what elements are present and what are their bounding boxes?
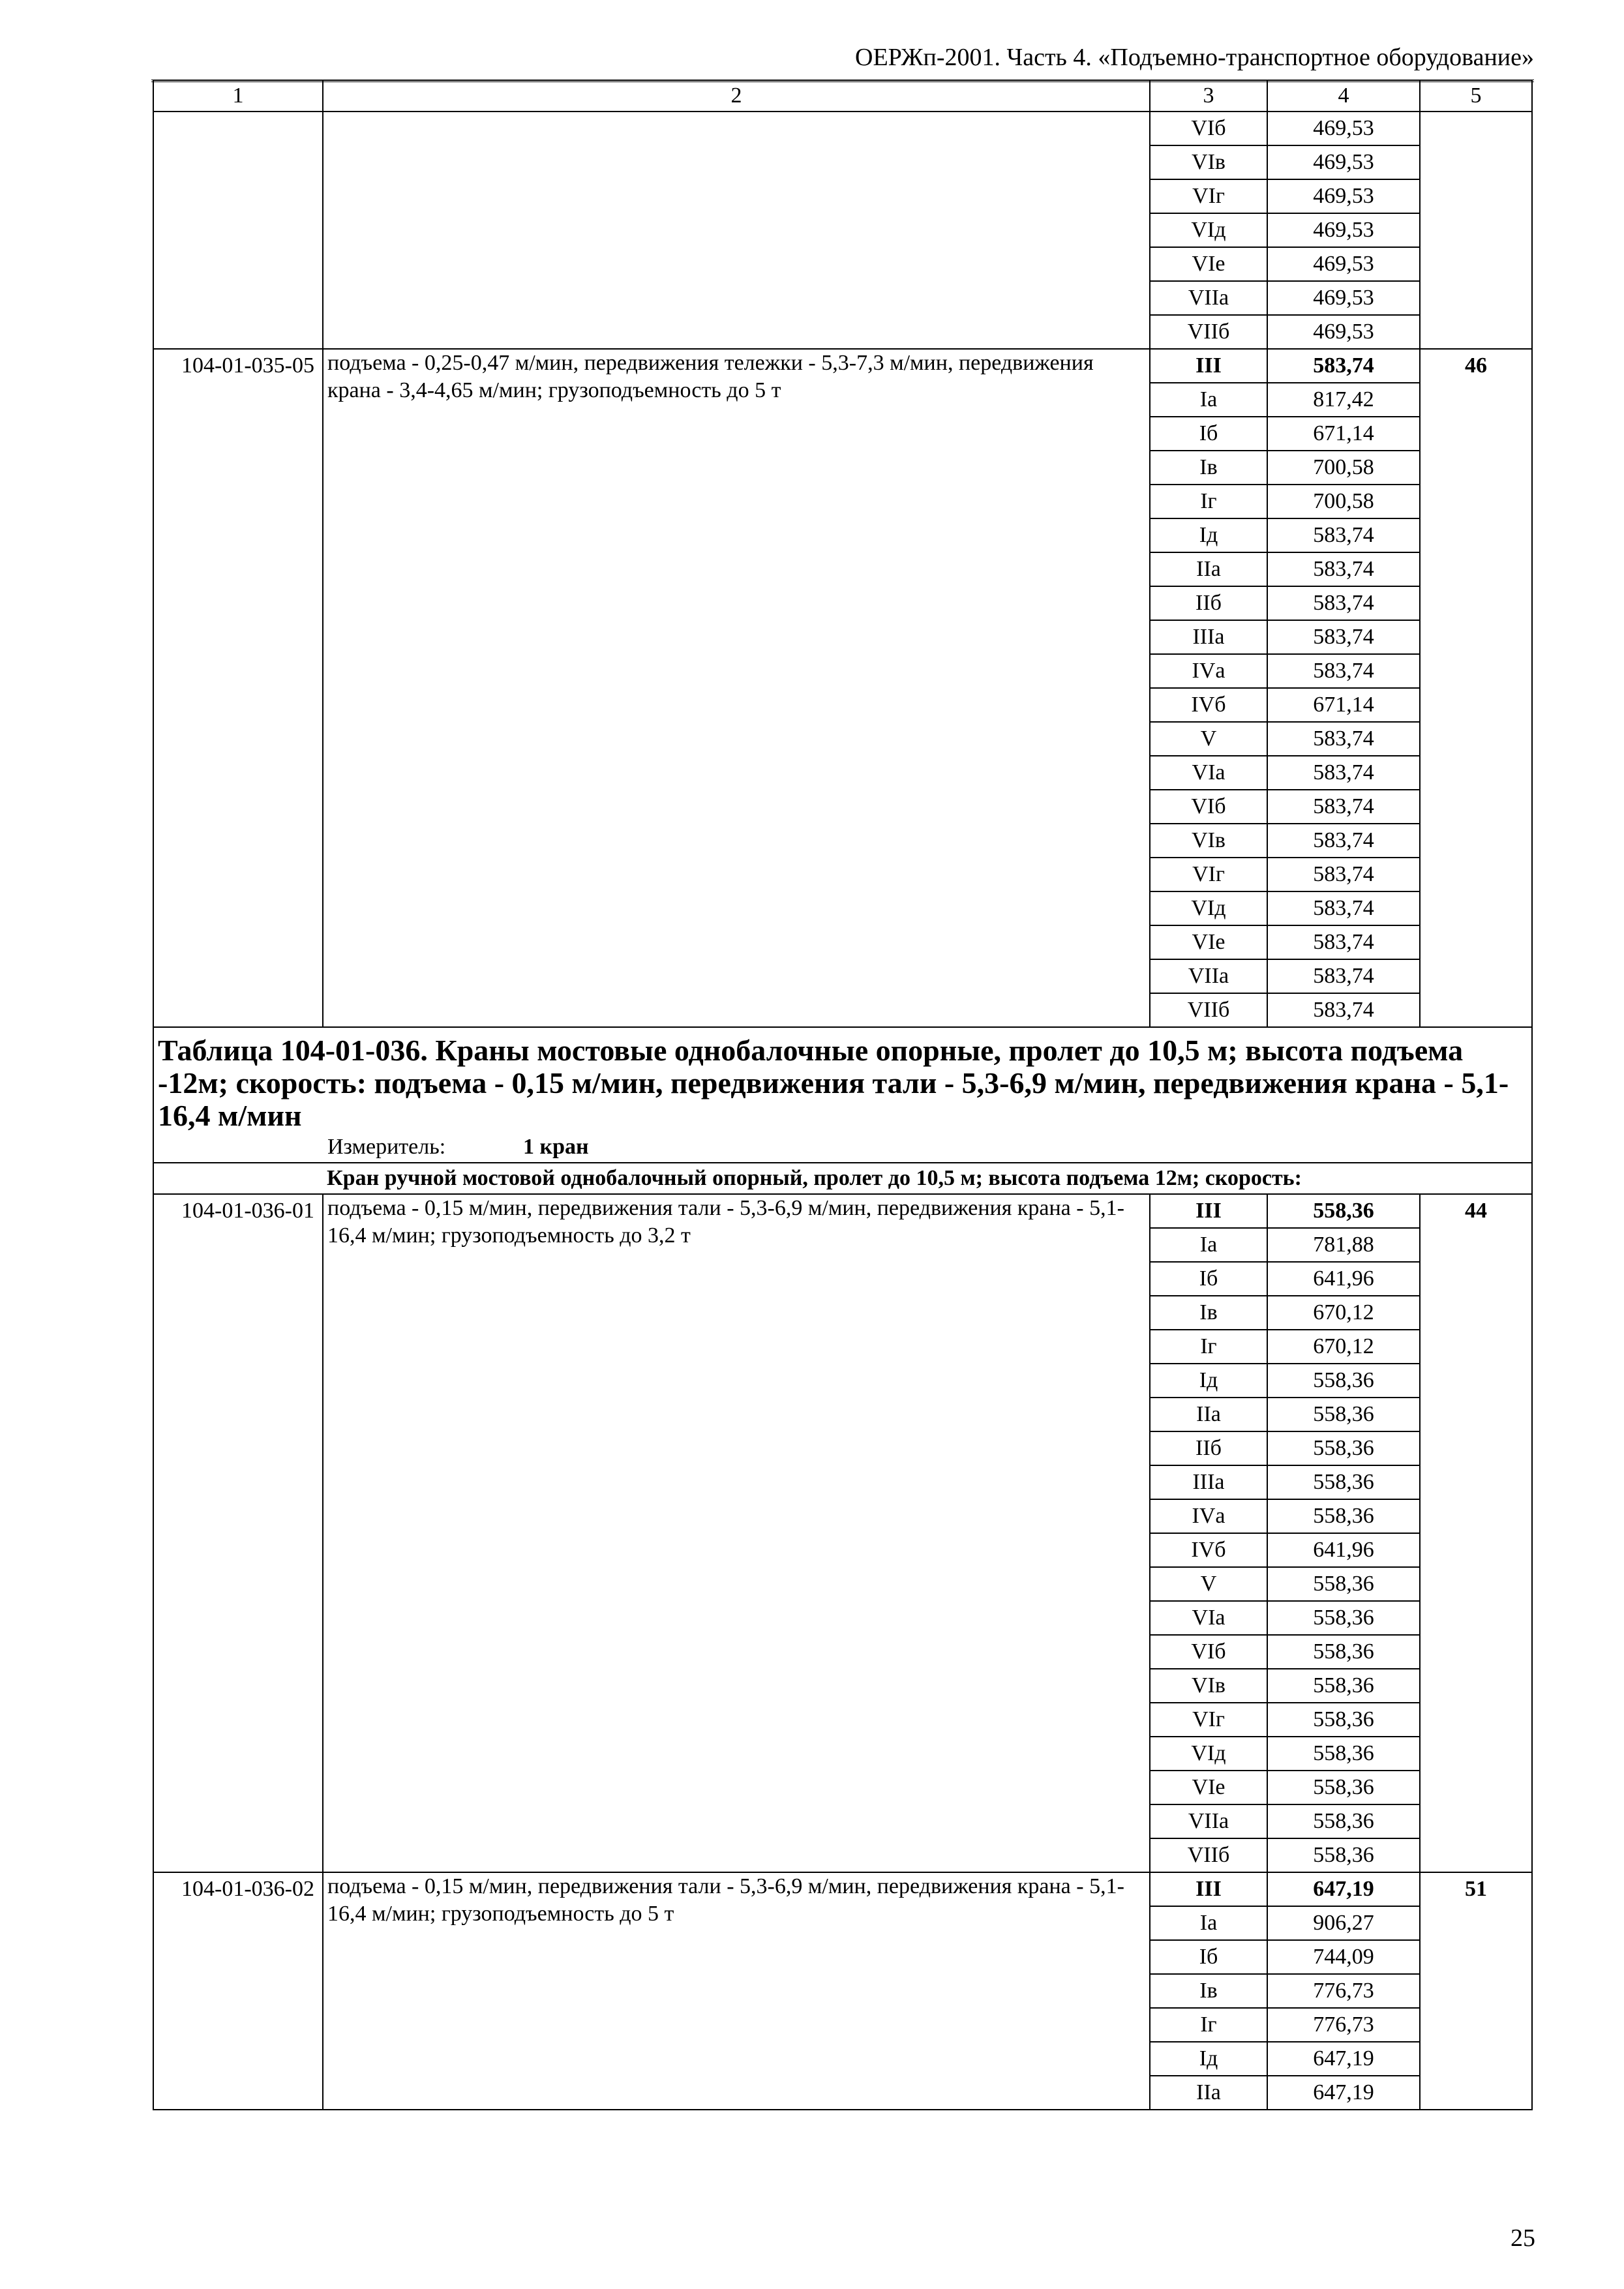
zone-cell: Iг: [1150, 1330, 1267, 1364]
price-cell: 558,36: [1267, 1364, 1420, 1398]
zone-cell: IIIа: [1150, 1465, 1267, 1499]
zone-cell: VIа: [1150, 1601, 1267, 1635]
price-cell: 641,96: [1267, 1533, 1420, 1567]
zone-cell: VIг: [1150, 1703, 1267, 1737]
price-cell: 469,53: [1267, 179, 1420, 213]
price-cell: 583,74: [1267, 722, 1420, 756]
zone-cell: IIIа: [1150, 620, 1267, 654]
page-number: 25: [1511, 2224, 1535, 2252]
zone-cell: VIб: [1150, 112, 1267, 145]
zone-cell: Iв: [1150, 1296, 1267, 1330]
table-row: [153, 1872, 1532, 1906]
item-code: [153, 112, 323, 349]
zone-cell: Iг: [1150, 485, 1267, 518]
price-cell: 906,27: [1267, 1906, 1420, 1940]
price-cell: 583,74: [1267, 858, 1420, 891]
subheading-blank: [153, 1163, 323, 1194]
zone-cell: VIе: [1150, 247, 1267, 281]
price-cell: 647,19: [1267, 1872, 1420, 1906]
zone-cell: VIIб: [1150, 993, 1267, 1027]
price-cell: 583,74: [1267, 620, 1420, 654]
price-cell: 583,74: [1267, 349, 1420, 383]
zone-cell: VIд: [1150, 891, 1267, 925]
price-cell: 558,36: [1267, 1635, 1420, 1669]
zone-cell: Iв: [1150, 1974, 1267, 2008]
price-cell: 583,74: [1267, 552, 1420, 586]
price-cell: 558,36: [1267, 1771, 1420, 1804]
subheading: Кран ручной мостовой однобалочный опорный, пролет до 10,5 м; высота подъема 12м; скорость:: [323, 1163, 1532, 1194]
zone-cell: VIа: [1150, 756, 1267, 790]
subheading-row: [153, 1163, 1532, 1194]
zone-cell: Iа: [1150, 383, 1267, 417]
zone-cell: VIIб: [1150, 1838, 1267, 1872]
price-cell: 469,53: [1267, 315, 1420, 349]
zone-cell: III: [1150, 1872, 1267, 1906]
zone-cell: Iа: [1150, 1906, 1267, 1940]
price-cell: 776,73: [1267, 1974, 1420, 2008]
supplement-cell: 44: [1420, 1194, 1532, 1872]
price-cell: 469,53: [1267, 281, 1420, 315]
price-cell: 558,36: [1267, 1567, 1420, 1601]
price-cell: 670,12: [1267, 1330, 1420, 1364]
column-number: 1: [153, 80, 323, 112]
price-cell: 558,36: [1267, 1194, 1420, 1228]
zone-cell: VIб: [1150, 790, 1267, 824]
measure-label: Измеритель:: [327, 1135, 446, 1159]
zone-cell: III: [1150, 349, 1267, 383]
price-cell: 641,96: [1267, 1262, 1420, 1296]
item-description: подъема - 0,15 м/мин, передвижения тали - 5,3-6,9 м/мин, передвижения крана - 5,1-16,4 м/мин; грузоподъемность до 3,2 т: [323, 1194, 1150, 1872]
column-numbers-row: [153, 80, 1532, 112]
item-code: 104-01-035-05: [153, 349, 323, 1027]
table-row: [153, 349, 1532, 383]
price-cell: 583,74: [1267, 654, 1420, 688]
zone-cell: IVа: [1150, 1499, 1267, 1533]
price-cell: 558,36: [1267, 1669, 1420, 1703]
price-cell: 817,42: [1267, 383, 1420, 417]
supplement-cell: [1420, 112, 1532, 349]
page-header: ОЕРЖп-2001. Часть 4. «Подъемно-транспортное оборудование»: [151, 38, 1534, 82]
price-cell: 469,53: [1267, 213, 1420, 247]
zone-cell: V: [1150, 1567, 1267, 1601]
price-cell: 583,74: [1267, 518, 1420, 552]
price-cell: 558,36: [1267, 1737, 1420, 1771]
zone-cell: Iг: [1150, 2008, 1267, 2042]
price-cell: 670,12: [1267, 1296, 1420, 1330]
price-cell: 583,74: [1267, 756, 1420, 790]
item-code: 104-01-036-01: [153, 1194, 323, 1872]
price-cell: 583,74: [1267, 891, 1420, 925]
column-number: 5: [1420, 80, 1532, 112]
column-number: 3: [1150, 80, 1267, 112]
price-cell: 776,73: [1267, 2008, 1420, 2042]
price-cell: 558,36: [1267, 1398, 1420, 1431]
price-cell: 469,53: [1267, 112, 1420, 145]
supplement-cell: 46: [1420, 349, 1532, 1027]
item-code: 104-01-036-02: [153, 1872, 323, 2110]
table-title: Таблица 104-01-036. Краны мостовые однобалочные опорные, пролет до 10,5 м; высота подъема -12м; скорость: подъема - 0,15 м/мин, передвижения тали - 5,3-6,9 м/мин, передвижения крана - 5,1-16,4 м/мин: [158, 1034, 1509, 1132]
measure-value: 1 кран: [523, 1135, 589, 1159]
zone-cell: Iб: [1150, 1262, 1267, 1296]
price-cell: 744,09: [1267, 1940, 1420, 1974]
price-cell: 558,36: [1267, 1703, 1420, 1737]
zone-cell: IVб: [1150, 688, 1267, 722]
price-cell: 700,58: [1267, 485, 1420, 518]
price-cell: 469,53: [1267, 247, 1420, 281]
zone-cell: VIIа: [1150, 1804, 1267, 1838]
price-cell: 558,36: [1267, 1499, 1420, 1533]
price-cell: 558,36: [1267, 1431, 1420, 1465]
price-cell: 583,74: [1267, 959, 1420, 993]
zone-cell: VIIа: [1150, 959, 1267, 993]
zone-cell: Iд: [1150, 1364, 1267, 1398]
zone-cell: VIг: [1150, 179, 1267, 213]
price-cell: 647,19: [1267, 2076, 1420, 2110]
price-cell: 583,74: [1267, 790, 1420, 824]
zone-cell: IVа: [1150, 654, 1267, 688]
zone-cell: VIд: [1150, 1737, 1267, 1771]
price-cell: 583,74: [1267, 993, 1420, 1027]
price-table: [153, 80, 1533, 2110]
price-cell: 781,88: [1267, 1228, 1420, 1262]
price-cell: 558,36: [1267, 1601, 1420, 1635]
price-cell: 671,14: [1267, 417, 1420, 451]
zone-cell: Iд: [1150, 2042, 1267, 2076]
zone-cell: VIд: [1150, 213, 1267, 247]
zone-cell: VIб: [1150, 1635, 1267, 1669]
table-row: [153, 1194, 1532, 1228]
price-cell: 700,58: [1267, 451, 1420, 485]
table-title-row: [153, 1027, 1532, 1163]
zone-cell: IVб: [1150, 1533, 1267, 1567]
price-cell: 558,36: [1267, 1465, 1420, 1499]
price-cell: 583,74: [1267, 586, 1420, 620]
item-description: подъема - 0,25-0,47 м/мин, передвижения тележки - 5,3-7,3 м/мин, передвижения крана - 3,4-4,65 м/мин; грузоподъемность до 5 т: [323, 349, 1150, 1027]
item-description: [323, 112, 1150, 349]
table-row: [153, 112, 1532, 145]
item-description: подъема - 0,15 м/мин, передвижения тали - 5,3-6,9 м/мин, передвижения крана - 5,1-16,4 м/мин; грузоподъемность до 5 т: [323, 1872, 1150, 2110]
supplement-cell: 51: [1420, 1872, 1532, 2110]
price-cell: 558,36: [1267, 1838, 1420, 1872]
zone-cell: III: [1150, 1194, 1267, 1228]
zone-cell: VIв: [1150, 145, 1267, 179]
zone-cell: Iб: [1150, 1940, 1267, 1974]
zone-cell: IIа: [1150, 1398, 1267, 1431]
table-title-cell: [153, 1027, 1532, 1163]
column-number: 4: [1267, 80, 1420, 112]
zone-cell: VIв: [1150, 824, 1267, 858]
zone-cell: VIв: [1150, 1669, 1267, 1703]
zone-cell: VIIб: [1150, 315, 1267, 349]
zone-cell: IIб: [1150, 1431, 1267, 1465]
measure-line: [158, 1132, 1527, 1162]
zone-cell: V: [1150, 722, 1267, 756]
price-cell: 583,74: [1267, 824, 1420, 858]
zone-cell: VIе: [1150, 925, 1267, 959]
price-cell: 647,19: [1267, 2042, 1420, 2076]
zone-cell: VIе: [1150, 1771, 1267, 1804]
zone-cell: VIIа: [1150, 281, 1267, 315]
zone-cell: Iб: [1150, 417, 1267, 451]
zone-cell: Iв: [1150, 451, 1267, 485]
zone-cell: IIа: [1150, 552, 1267, 586]
zone-cell: VIг: [1150, 858, 1267, 891]
column-number: 2: [323, 80, 1150, 112]
zone-cell: IIб: [1150, 586, 1267, 620]
zone-cell: IIа: [1150, 2076, 1267, 2110]
price-cell: 469,53: [1267, 145, 1420, 179]
price-cell: 671,14: [1267, 688, 1420, 722]
price-cell: 583,74: [1267, 925, 1420, 959]
zone-cell: Iа: [1150, 1228, 1267, 1262]
zone-cell: Iд: [1150, 518, 1267, 552]
price-cell: 558,36: [1267, 1804, 1420, 1838]
